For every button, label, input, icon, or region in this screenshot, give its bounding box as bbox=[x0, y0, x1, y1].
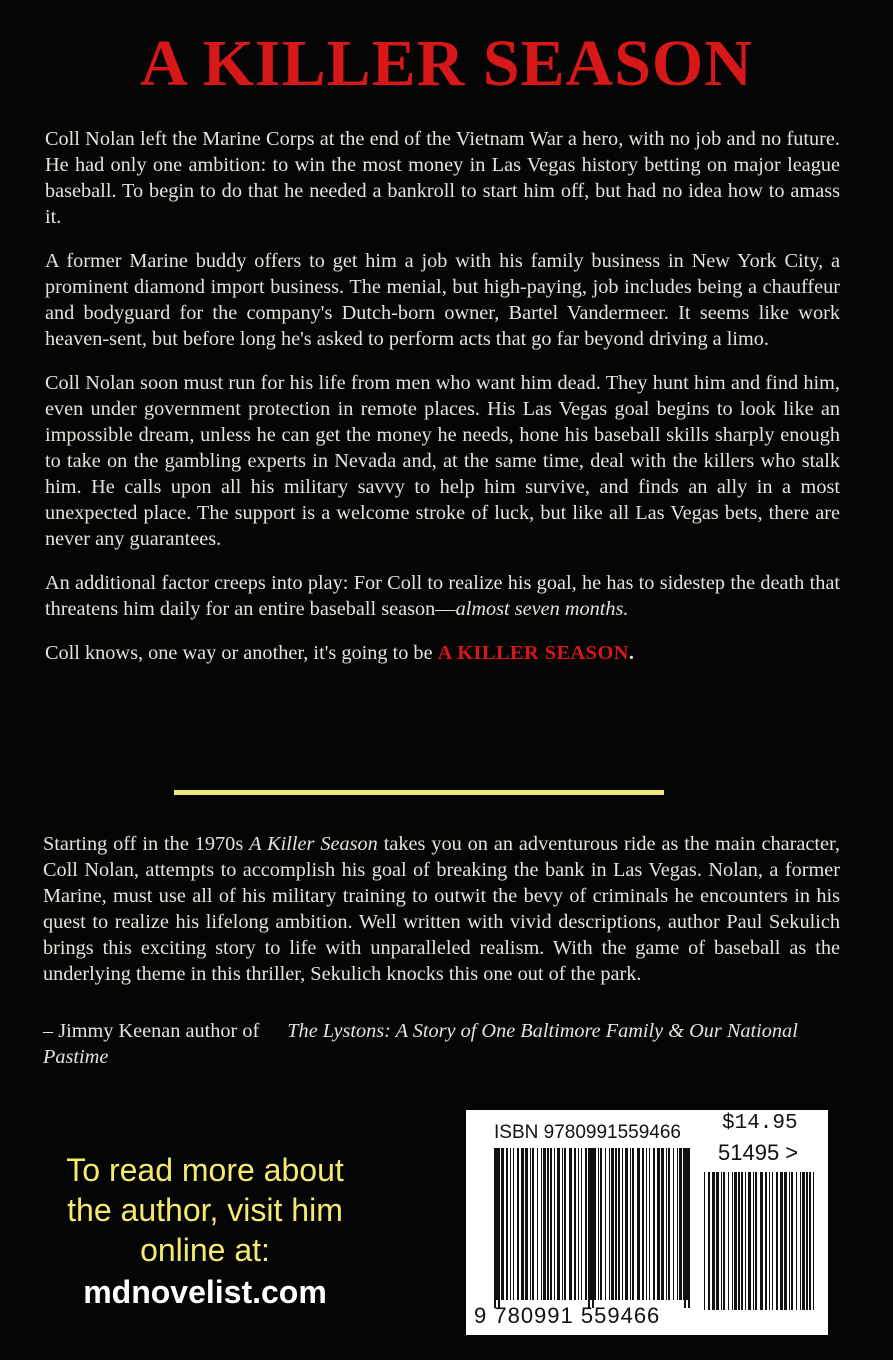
barcode-bar bbox=[728, 1172, 729, 1310]
synopsis-paragraph-2: A former Marine buddy offers to get him a job with his family business in New York City, a prominent diamond import business. The menial, but high-paying, job includes being a chauffeur and bodyguard for the company's Dutch-born owner, Bartel Vandermeer. It seems like work heaven-sent, but before long he's asked to perform acts that go far beyond driving a limo. bbox=[45, 250, 840, 350]
barcode-guard-bar bbox=[588, 1148, 590, 1308]
barcode-guard-bar bbox=[498, 1148, 500, 1308]
barcode-bar bbox=[745, 1172, 746, 1310]
barcode-bar bbox=[716, 1172, 719, 1310]
barcode-bar bbox=[605, 1148, 606, 1300]
barcode-bar bbox=[809, 1172, 811, 1310]
barcode-bar bbox=[748, 1172, 751, 1310]
barcode-panel bbox=[466, 1110, 828, 1335]
synopsis-paragraph-4 bbox=[45, 570, 840, 622]
synopsis-paragraph-5-end: . bbox=[628, 642, 634, 664]
barcode-bar bbox=[800, 1172, 801, 1310]
author-website: mdnovelist.com bbox=[83, 1274, 327, 1310]
barcode-bar bbox=[789, 1172, 790, 1310]
barcode-bar bbox=[796, 1172, 797, 1310]
barcode-bar bbox=[554, 1148, 555, 1300]
barcode-bar bbox=[734, 1172, 737, 1310]
barcode-bar bbox=[541, 1148, 542, 1300]
synopsis-paragraph-5-text: Coll knows, one way or another, it's going to be bbox=[45, 642, 438, 664]
synopsis-paragraph-1: Coll Nolan left the Marine Corps at the end of the Vietnam War a hero, with no job and no future. He had only one ambition: to win the most money in Las Vegas history betting on major league baseball. To begin to do that he needed a bankroll to start him off, but had no idea how to amass it. bbox=[45, 128, 840, 228]
barcode-bar bbox=[585, 1148, 587, 1300]
barcode-digits: 9 780991 559466 bbox=[474, 1303, 661, 1328]
barcode-bar bbox=[666, 1148, 667, 1300]
synopsis-paragraph-4-italic: almost seven months. bbox=[455, 598, 629, 620]
barcode-bar bbox=[741, 1172, 743, 1310]
barcode-bar bbox=[510, 1148, 511, 1300]
synopsis-paragraph-5 bbox=[45, 640, 840, 666]
section-divider bbox=[174, 790, 664, 795]
barcode-bar bbox=[673, 1148, 674, 1300]
promo-line-3: online at: bbox=[140, 1232, 270, 1268]
review-author: – Jimmy Keenan author of bbox=[43, 1020, 260, 1042]
review-attribution bbox=[43, 1018, 840, 1070]
barcode-guard-bar bbox=[688, 1148, 690, 1308]
barcode-bar bbox=[574, 1148, 576, 1300]
barcode-bar bbox=[646, 1148, 647, 1300]
barcode-bar bbox=[581, 1148, 582, 1300]
promo-line-1: To read more about bbox=[66, 1152, 344, 1188]
barcode-bar bbox=[618, 1148, 620, 1300]
review-book-title: A Killer Season bbox=[249, 833, 378, 855]
barcode-bar bbox=[598, 1148, 599, 1300]
synopsis-title-highlight: A KILLER SEASON bbox=[437, 642, 629, 664]
promo-line-2: the author, visit him bbox=[67, 1192, 343, 1228]
price-code: 51495 > bbox=[718, 1140, 799, 1165]
synopsis-paragraph-3: Coll Nolan soon must run for his life from men who want him dead. They hunt him and find him, even under government protection in remote places. His Las Vegas goal begins to look like an impossible dream, unless he can get the money he needs, hone his baseball skills sharply enough to take on the gambling experts in Nevada and, at the same time, deal with the killers who stalk him. He calls upon all his military savvy to help him survive, and finds an ally in a most unexpected place. The support is a welcome stroke of luck, but like all Las Vegas bets, there are never any guarantees. bbox=[45, 372, 840, 550]
review-lead: Starting off in the 1970s bbox=[43, 833, 250, 855]
barcode-bar bbox=[642, 1148, 644, 1300]
barcode-bar bbox=[657, 1148, 660, 1300]
barcode-bar bbox=[525, 1148, 528, 1300]
barcode-bar bbox=[765, 1172, 767, 1310]
barcode-bar bbox=[622, 1148, 623, 1300]
barcode-bar bbox=[677, 1148, 678, 1300]
barcode-bar bbox=[530, 1148, 531, 1300]
barcode-bar bbox=[784, 1172, 787, 1310]
book-title: A KILLER SEASON bbox=[140, 27, 753, 100]
barcode-bar bbox=[569, 1148, 572, 1300]
barcode-bar bbox=[562, 1148, 563, 1300]
barcode-bar bbox=[564, 1148, 566, 1300]
barcode-bar bbox=[630, 1148, 631, 1300]
synopsis-paragraph-4-text: An additional factor creeps into play: For Coll to realize his goal, he has to sidestep the death that threatens him daily for an entire baseball season— bbox=[45, 572, 840, 620]
barcode-bar bbox=[578, 1148, 579, 1300]
barcode-bar bbox=[600, 1148, 602, 1300]
barcode-bar bbox=[732, 1172, 733, 1310]
barcode-bar bbox=[753, 1172, 754, 1310]
barcode-bar bbox=[791, 1172, 793, 1310]
barcode-bar bbox=[550, 1148, 552, 1300]
price-label: $14.95 bbox=[722, 1112, 798, 1135]
barcode-bar bbox=[632, 1148, 634, 1300]
barcode-bar bbox=[661, 1148, 664, 1300]
barcode-bar bbox=[738, 1172, 740, 1310]
barcode-bar bbox=[517, 1148, 519, 1300]
barcode-bar bbox=[543, 1148, 546, 1300]
barcode-bar bbox=[802, 1172, 805, 1310]
barcode-bar bbox=[653, 1148, 655, 1300]
barcode-guard-bar bbox=[684, 1148, 686, 1308]
barcode-bar bbox=[557, 1148, 560, 1300]
barcode-bar bbox=[506, 1148, 508, 1300]
isbn-label: ISBN 9780991559466 bbox=[494, 1122, 681, 1143]
barcode-bar bbox=[813, 1172, 814, 1310]
barcode-guard-bar bbox=[494, 1148, 496, 1308]
barcode-bar bbox=[609, 1148, 610, 1300]
barcode-bar bbox=[532, 1148, 534, 1300]
barcode-guard-bar bbox=[592, 1148, 594, 1308]
barcode-bar bbox=[637, 1148, 640, 1300]
barcode-bar bbox=[686, 1148, 688, 1300]
barcode-bar bbox=[708, 1172, 710, 1310]
barcode-bar bbox=[780, 1172, 783, 1310]
barcode-bar bbox=[712, 1172, 715, 1310]
barcode-bar bbox=[501, 1148, 504, 1300]
review-text: takes you on an adventurous ride as the main character, Coll Nolan, attempts to accomplish his goal of breaking the bank in Las Vegas. Nolan, a former Marine, must use all of his military training to outwit the bevy of criminals he encounters in his quest to realize his lifelong ambition. Well written with vivid descriptions, author Paul Sekulich brings this exciting story to life with unparalleled realism. With the game of baseball as the underlying theme in this thriller, Sekulich knocks this one out of the park. bbox=[43, 833, 840, 985]
barcode-bar bbox=[806, 1172, 808, 1310]
barcode-bar bbox=[721, 1172, 722, 1310]
author-promo bbox=[40, 1150, 370, 1312]
barcode-bar bbox=[537, 1148, 538, 1300]
barcode-bar bbox=[772, 1172, 773, 1310]
barcode-bar bbox=[760, 1172, 763, 1310]
synopsis bbox=[45, 126, 840, 684]
barcode-bar bbox=[668, 1148, 670, 1300]
review-quote bbox=[43, 831, 840, 987]
review-author-book: The Lystons: A Story of One Baltimore Family & Our National Pastime bbox=[43, 1020, 798, 1068]
barcode-bar bbox=[769, 1172, 770, 1310]
barcode-bar bbox=[723, 1172, 725, 1310]
barcode-bar bbox=[679, 1148, 682, 1300]
barcode-bar bbox=[521, 1148, 524, 1300]
barcode-bar bbox=[755, 1172, 757, 1310]
barcode-bar bbox=[496, 1148, 498, 1300]
barcode-bar bbox=[776, 1172, 778, 1310]
barcode-bar bbox=[547, 1148, 549, 1300]
barcode-bar bbox=[615, 1148, 617, 1300]
barcode-bar bbox=[649, 1148, 650, 1300]
barcode-bar bbox=[513, 1148, 514, 1300]
barcode-bar bbox=[625, 1148, 628, 1300]
barcode-bar bbox=[611, 1148, 614, 1300]
barcode-bar bbox=[704, 1172, 705, 1310]
